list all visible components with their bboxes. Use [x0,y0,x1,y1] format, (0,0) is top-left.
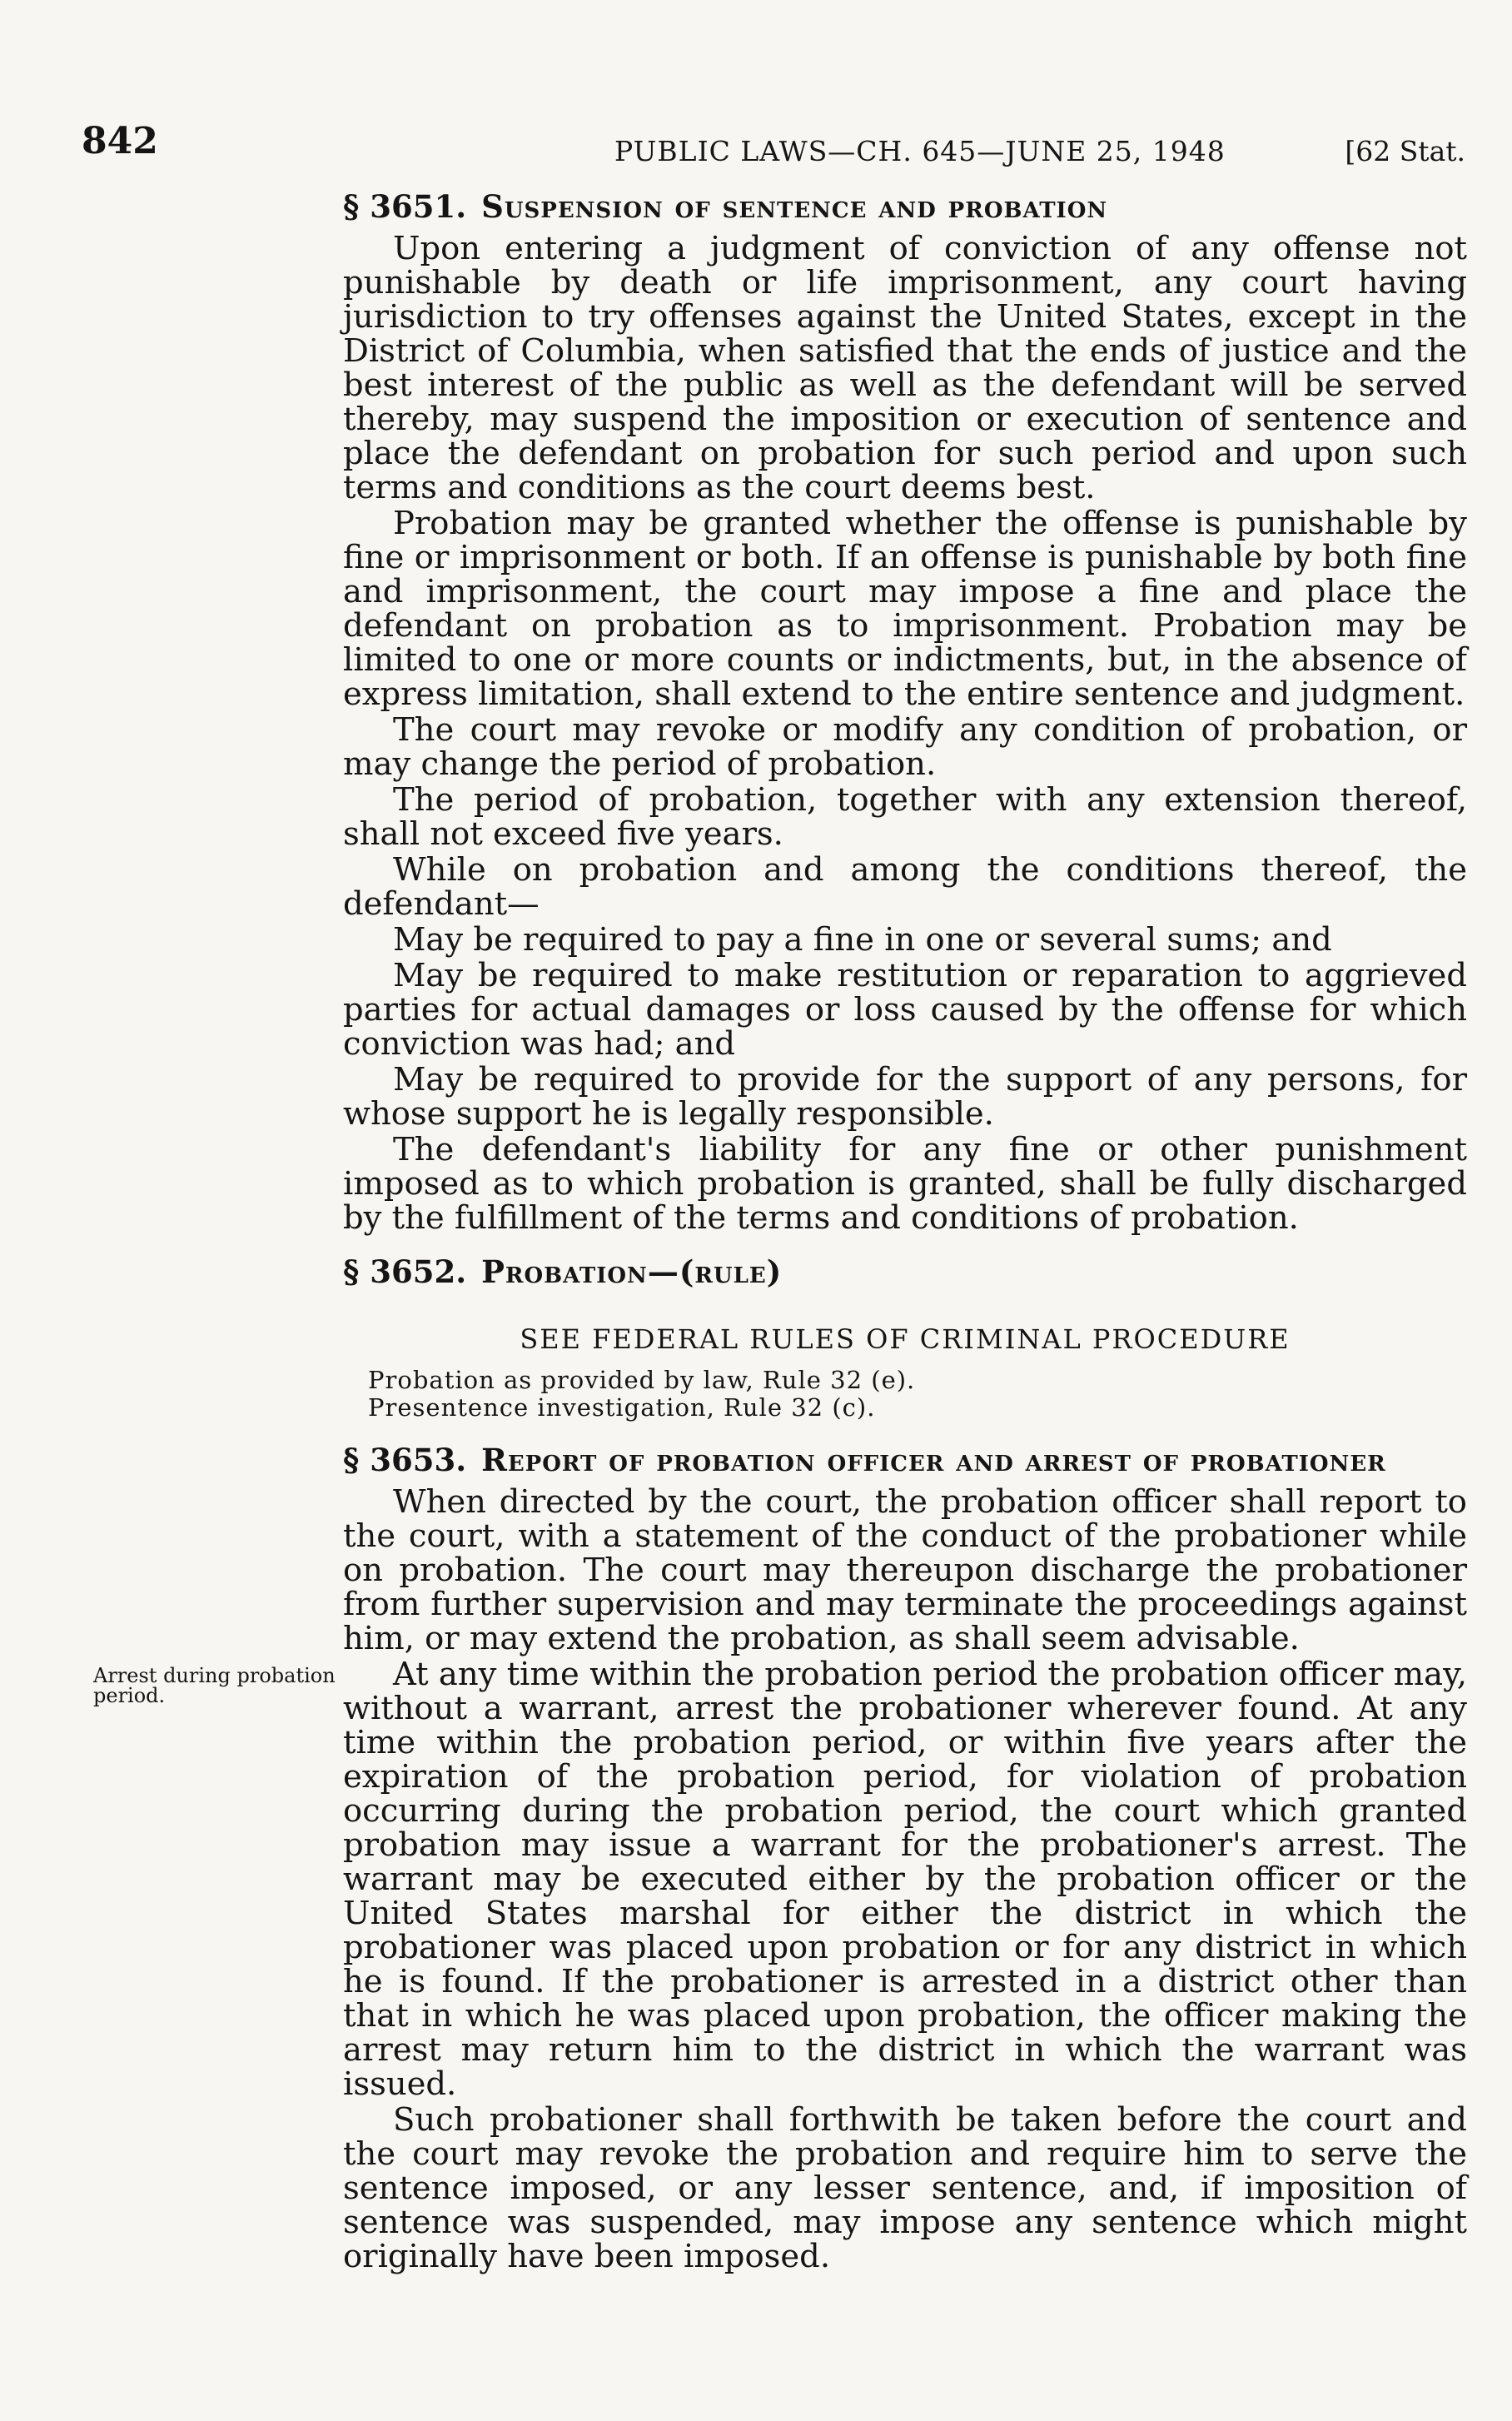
body-column [343,188,1467,2275]
section-3651 [343,188,1467,1235]
section-heading [343,188,1467,225]
margin-note: Arrest during probation period. [93,1664,336,1707]
paragraph: May be required to provide for the support of any persons, for whose support he is legally responsible. [343,1061,1467,1133]
section-title: Probation—(rule) [481,1253,783,1290]
section-number: § 3651. [343,188,467,225]
rule-reference: Presentence investigation, Rule 32 (c). [368,1393,876,1422]
paragraph: May be required to make restitution or reparation to aggrieved parties for actual damages or loss caused by the offense for which conviction was had; and [343,957,1467,1063]
section-number: § 3652. [343,1253,467,1290]
section-3653 [343,1442,1467,2274]
paragraph: Upon entering a judgment of conviction of any offense not punishable by death or life imprisonment, any court having jurisdiction to try offenses against the United States, except in the District of Columbia, when satisfied that the ends of justice and the best interest of the public as well as the defendant will be served thereby, may suspend the imposition or execution of sentence and place the defendant on probation for such period and upon such terms and conditions as the court deems best. [343,230,1467,506]
paragraph: At any time within the probation period the probation officer may, without a warrant, arrest the probationer wherever found. At any time within the probation period, or within five years after the expiration of the probation period, for violation of probation occurring during the probation period, the court which granted probation may issue a warrant for the probationer's arrest. The warrant may be executed either by the probation officer or the United States marshal for either the district in which the probationer was placed upon probation or for any district in which he is found. If the probationer is arrested in a district other than that in which he was placed upon probation, the officer making the arrest may return him to the district in which the warrant was issued. [343,1656,1467,2103]
statute-reference: [62 Stat. [1345,135,1465,167]
rule-references [343,1367,1467,1422]
running-head: PUBLIC LAWS—CH. 645—JUNE 25, 1948 [614,135,1226,167]
paragraph: May be required to pay a fine in one or several sums; and [393,921,1332,959]
paragraph: When directed by the court, the probation officer shall report to the court, with a statement of the conduct of the probationer while on probation. The court may thereupon discharge the probationer from further supervision and may terminate the proceedings against him, or may extend the probation, as shall seem advisable. [343,1483,1467,1657]
section-heading [343,1253,1467,1290]
paragraph: Probation may be granted whether the offense is punishable by fine or imprisonment or both. If an offense is punishable by both fine and imprisonment, the court may impose a fine and place the defendant on probation as to imprisonment. Probation may be limited to one or more counts or indictments, but, in the absence of express limitation, shall extend to the entire sentence and judgment. [343,505,1467,713]
rules-heading: SEE FEDERAL RULES OF CRIMINAL PROCEDURE [520,1323,1291,1355]
section-number: § 3653. [343,1442,467,1478]
paragraph: The court may revoke or modify any condition of probation, or may change the period of probation. [343,711,1467,783]
page-header [82,120,1465,168]
paragraph: The defendant's liability for any fine or other punishment imposed as to which probation is granted, shall be fully discharged by the fulfillment of the terms and conditions of probation. [343,1131,1467,1237]
page-number: 842 [82,120,158,162]
section-heading [343,1442,1467,1478]
paragraph: While on probation and among the conditions thereof, the defendant— [343,851,1467,923]
paragraph: Such probationer shall forthwith be taken before the court and the court may revoke the probation and require him to serve the sentence imposed, or any lesser sentence, and, if imposition of sentence was suspended, may impose any sentence which might originally have been imposed. [343,2101,1467,2275]
section-title: Suspension of sentence and probation [481,188,1108,225]
rule-reference: Probation as provided by law, Rule 32 (e). [368,1366,916,1394]
section-3652 [343,1253,1467,1422]
section-title: Report of probation officer and arrest of probationer [481,1442,1386,1478]
paragraph: The period of probation, together with any extension thereof, shall not exceed five years. [343,781,1467,853]
